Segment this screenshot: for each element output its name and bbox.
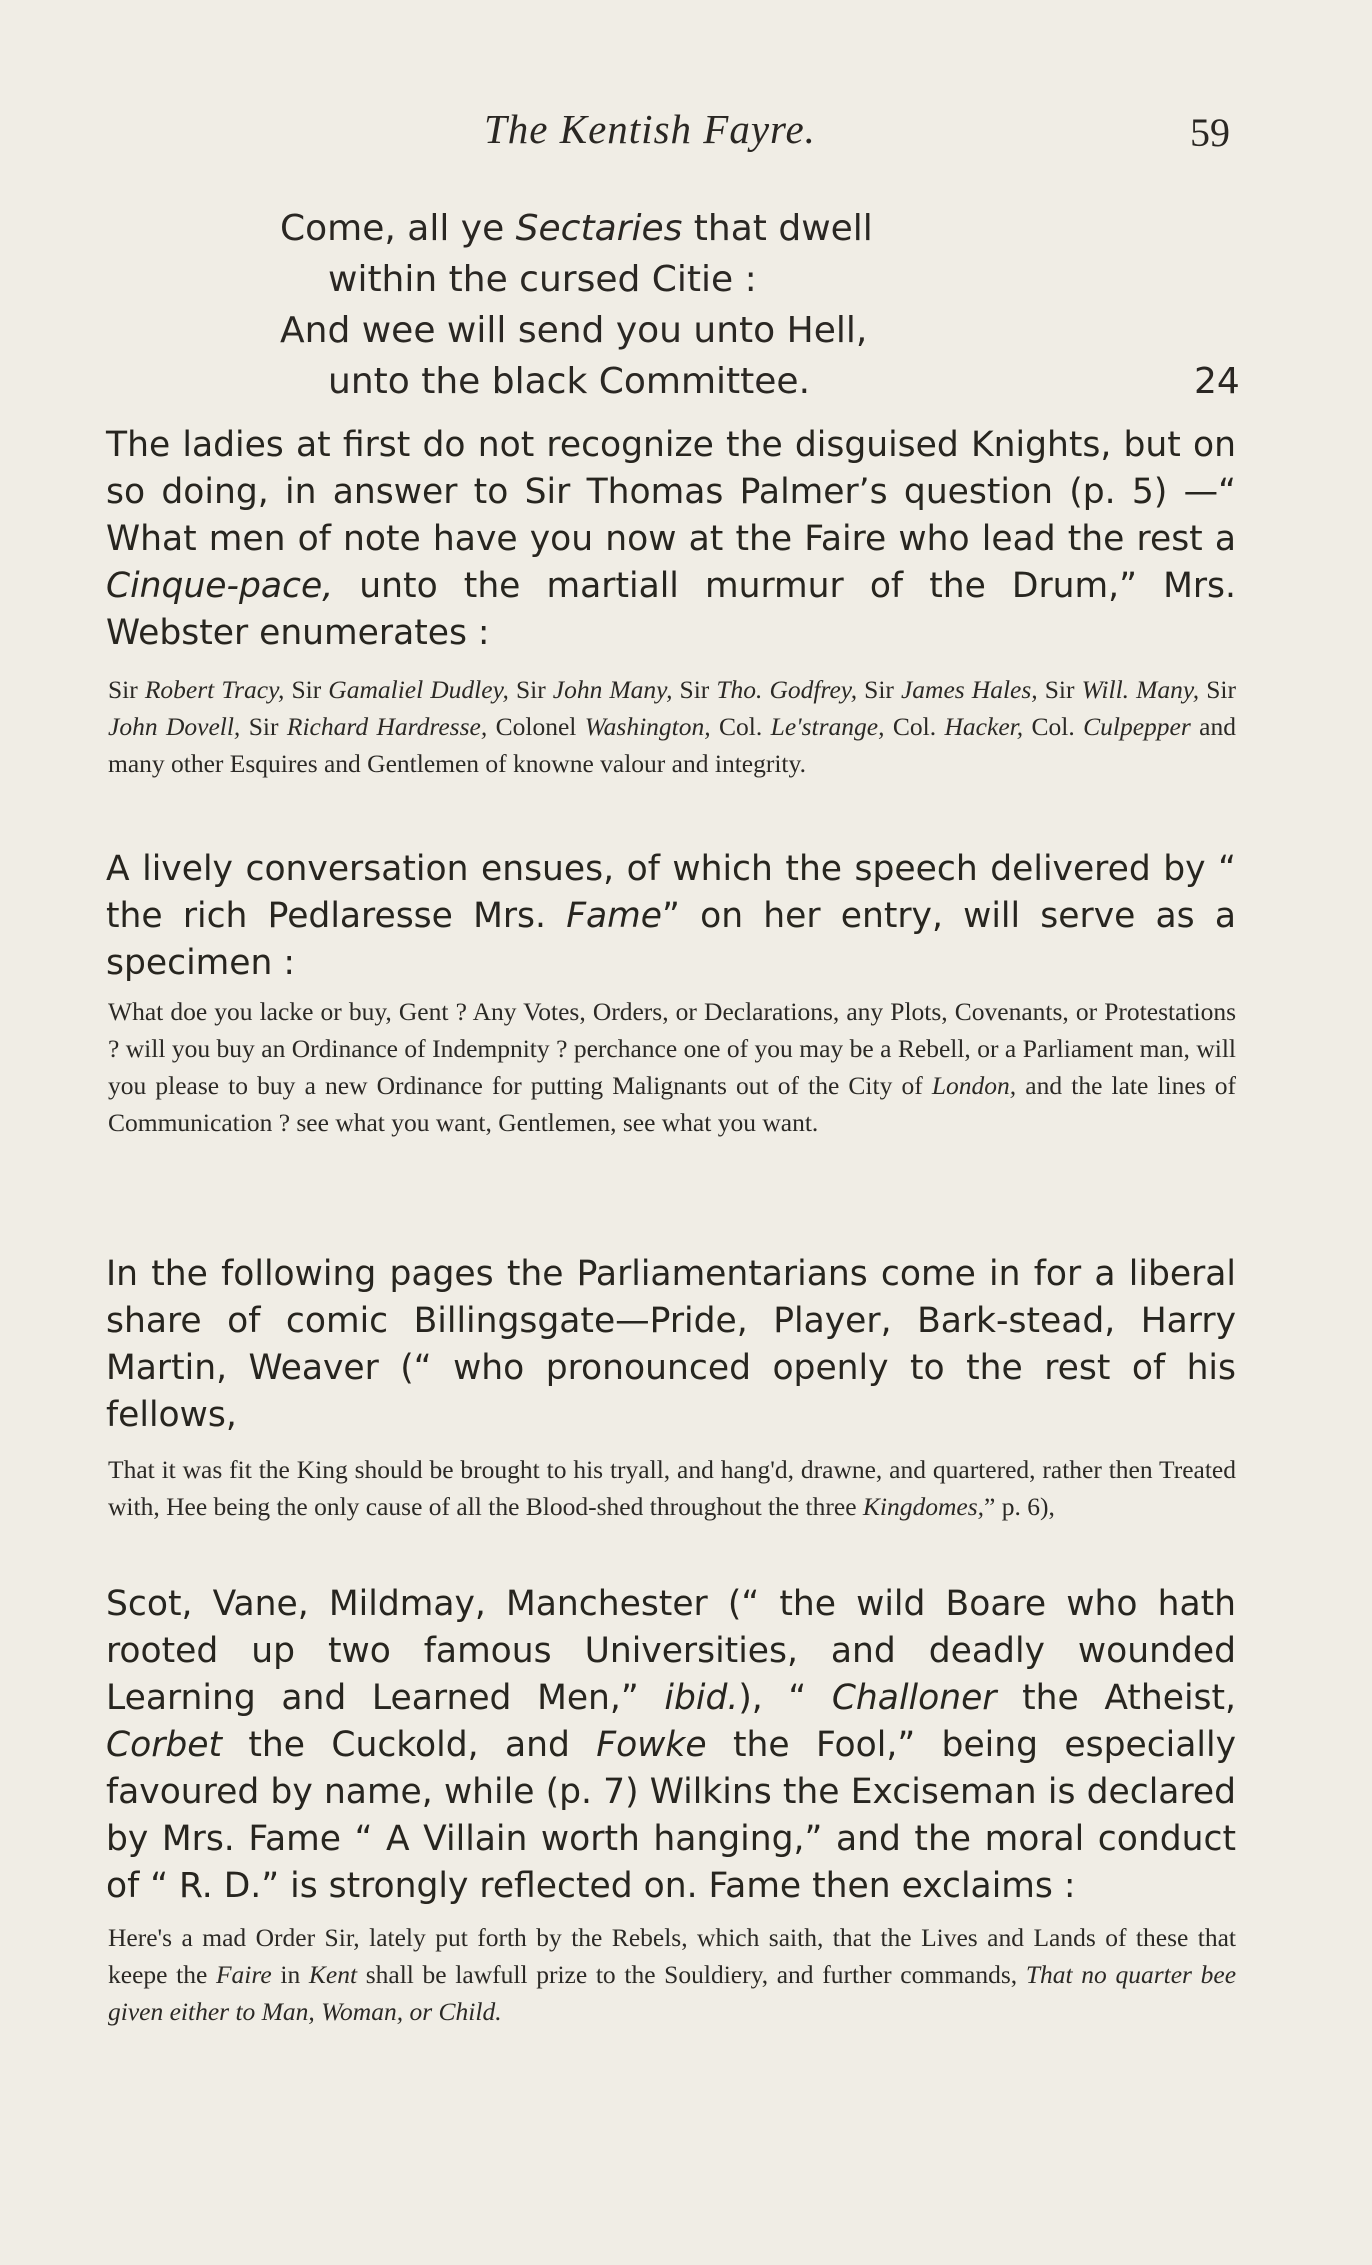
paragraph-3: In the following pages the Parliamentarians come in for a liberal share of comic Billingsgate—Pride, Player, Bark-stead, Harry Martin, Weaver (“ who pronounced openly to the rest of his fellows, [106,1254,1236,1435]
verse-line-2: within the cursed Citie : [328,259,757,300]
verse-line-number: 24 [1194,361,1240,402]
quote-mad-order: Here's a mad Order Sir, lately put forth by the Rebels, which saith, that the Lives and Lands of these that keepe the Faire in Kent shall be lawfull prize to the Souldiery, and further commands, That no quarter bee given either to Man, Woman, or Child. [108,1923,1237,2026]
paragraph-2: A lively conversation ensues, of which the speech delivered by “ the rich Pedlaresse Mrs. Fame” on her entry, will serve as a specimen : [106,849,1236,983]
page-header [0,105,1372,165]
verse-line-3: And wee will send you unto Hell, [280,310,868,351]
verse-line-1: Come, all ye Sectaries that dwell [280,208,873,249]
paragraph-4: Scot, Vane, Mildmay, Manchester (“ the wild Boare who hath rooted up two famous Universities, and deadly wounded Learning and Learned Men,” ibid.), “ Challoner the Atheist, Corbet the Cuckold, and Fowke the Fool,” being especially favoured by name, while (p. 7) Wilkins the Exciseman is declared by Mrs. Fame “ A Villain worth hanging,” and the moral conduct of “ R. D.” is strongly reflected on. Fame then exclaims : [106,1584,1237,1906]
verse-line-4: unto the black Committee. 24 [280,356,1240,407]
running-title: The Kentish Fayre. [484,106,816,152]
paragraph-1: The ladies at first do not recognize the disguised Knights, but on so doing, in answer to Sir Thomas Palmer’s question (p. 5) —“ What men of note have you now at the Faire who lead the rest a Cinque-pace, unto the martiall murmur of the Drum,” Mrs. Webster enumerates : [106,425,1236,653]
quote-king-tryall: That it was fit the King should be brought to his tryall, and hang'd, drawne, and quartered, rather then Treated with, Hee being the only cause of all the Blood-shed throughout the three Kingdomes,” p. 6), [108,1455,1236,1521]
verse-stanza [280,203,1240,407]
page-number: 59 [1190,110,1230,155]
quote-pedlaresse-speech: What doe you lacke or buy, Gent ? Any Votes, Orders, or Declarations, any Plots, Covenants, or Protestations ? will you buy an Ordinance of Indempnity ? perchance one of you may be a Rebell, or a Parliament man, will you please to buy a new Ordinance for putting Malignants out of the City of London, and the late lines of Communication ? see what you want, Gentlemen, see what you want. [108,997,1236,1137]
quote-list-of-knights: Sir Robert Tracy, Sir Gamaliel Dudley, Sir John Many, Sir Tho. Godfrey, Sir James Hales, Sir Will. Many, Sir John Dovell, Sir Richard Hardresse, Colonel Washington, Col. Le'strange, Col. Hacker, Col. Culpepper and many other Esquires and Gentlemen of knowne valour and integrity. [108,675,1236,778]
